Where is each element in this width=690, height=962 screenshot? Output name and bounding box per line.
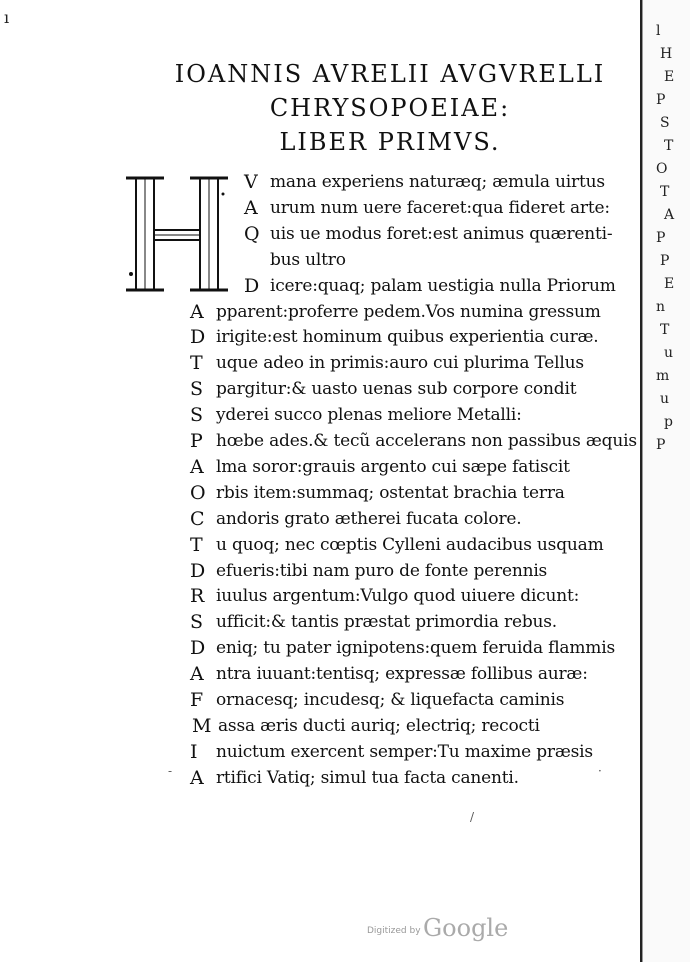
facing-page-letter: u <box>664 345 674 361</box>
verse-initial: A <box>190 455 204 478</box>
facing-page-letter: P <box>660 253 670 269</box>
verse-line <box>0 584 640 608</box>
stray-ink-mark: ı <box>4 8 10 27</box>
facing-page-letter: P <box>656 230 666 246</box>
facing-page-letter: T <box>664 138 674 154</box>
verse-initial: A <box>244 196 258 219</box>
work-title: CHRYSOPOEIAE: <box>269 94 511 122</box>
verse-line <box>0 351 640 375</box>
verse-text: eniq; tu pater ignipotens:quem feruida flammis <box>216 638 615 659</box>
facing-page-letter: O <box>656 161 668 177</box>
verse-text: pparent:proferre pedem.Vos numina gressum <box>216 301 601 322</box>
facing-page-letter: p <box>664 414 673 430</box>
verse-initial: F <box>190 689 204 711</box>
verse-text: urum num uere faceret:qua fideret arte: <box>270 197 610 218</box>
verse-line <box>0 766 640 790</box>
verse-text: ornacesq; incudesq; & liquefacta caminis <box>216 690 565 710</box>
verse-line <box>0 429 640 453</box>
author-heading: IOANNIS AVRELII AVGVRELLI <box>174 60 606 88</box>
verse-line <box>0 559 640 583</box>
verse-text: u quoq; nec cœptis Cylleni audacibus usquam <box>216 534 604 555</box>
book-title: LIBER PRIMVS. <box>279 128 501 156</box>
verse-initial: D <box>244 274 260 297</box>
facing-page-letter: u <box>660 391 670 407</box>
verse-text: andoris grato ætherei fucata colore. <box>216 508 522 529</box>
verse-initial: D <box>190 559 206 582</box>
verse-text: rbis item:summaq; ostentat brachia terra <box>216 482 565 503</box>
verse-line <box>0 274 640 298</box>
verse-line <box>0 481 640 505</box>
verse-initial: R <box>190 585 205 608</box>
verse-line <box>0 455 640 479</box>
facing-page-letter: T <box>660 184 670 200</box>
verse-line <box>0 403 640 427</box>
facing-page-letter: H <box>660 46 673 62</box>
facing-page-letter: A <box>664 207 675 223</box>
verse-initial: O <box>190 481 206 504</box>
verse-line <box>0 533 640 557</box>
verse-line <box>0 300 640 324</box>
facing-page-letter: T <box>660 322 670 338</box>
verse-text: lma soror:grauis argento cui sæpe fatiscit <box>216 456 570 477</box>
verse-line <box>0 507 640 531</box>
verse-line <box>0 714 640 738</box>
verse-text: iuulus argentum:Vulgo quod uiuere dicunt: <box>216 586 580 607</box>
verse-text: ntra iuuant:tentisq; expressæ follibus auræ: <box>216 664 588 685</box>
verse-initial: M <box>192 714 212 737</box>
verse-line <box>0 740 640 764</box>
watermark-brand: Google <box>423 914 509 942</box>
facing-page-letter: S <box>660 115 670 131</box>
verse-line <box>0 610 640 634</box>
verse-line <box>0 196 640 220</box>
stray-ink-mark: - <box>168 764 173 778</box>
facing-page-letter: E <box>664 276 675 292</box>
verse-text: yderei succo plenas meliore Metalli: <box>216 405 522 426</box>
verse-initial: S <box>190 404 204 427</box>
verse-initial: C <box>190 507 205 530</box>
verse-line <box>0 688 640 712</box>
verse-initial: D <box>190 326 206 349</box>
stray-ink-mark: / <box>470 810 475 824</box>
verse-text: ufficit:& tantis præstat primordia rebus. <box>216 612 557 633</box>
stray-ink-mark: · <box>598 764 602 778</box>
verse-line <box>0 248 640 272</box>
verse-initial: A <box>190 663 204 686</box>
verse-text: mana experiens naturæq; æmula uirtus <box>270 172 605 192</box>
verse-initial: T <box>190 533 203 556</box>
verse-text: hœbe ades.& tecũ accelerans non passibus æquis <box>216 431 637 451</box>
verse-text: uis ue modus foret:est animus quærenti- <box>270 223 613 244</box>
verse-text: icere:quaq; palam uestigia nulla Priorum <box>270 275 616 296</box>
verse-text: bus ultro <box>270 249 346 270</box>
verse-line <box>0 636 640 660</box>
watermark-prefix: Digitized by <box>367 926 421 936</box>
verse-initial: I <box>190 740 198 763</box>
verse-text: rtifici Vatiq; simul tua facta canenti. <box>216 767 519 788</box>
verse-initial: P <box>190 430 203 452</box>
digitized-watermark <box>367 916 527 946</box>
verse-initial: V <box>244 171 258 193</box>
facing-page-letter: m <box>656 368 670 384</box>
verse-line <box>0 377 640 401</box>
verse-line <box>0 170 640 194</box>
facing-page-letter: P <box>656 437 666 453</box>
verse-text: uque adeo in primis:auro cui plurima Tellus <box>216 353 584 374</box>
facing-page-letters <box>656 20 686 457</box>
verse-line <box>0 325 640 349</box>
page-gutter-line <box>640 0 642 962</box>
verse-line <box>0 662 640 686</box>
verse-initial: S <box>190 378 204 401</box>
facing-page-letter: n <box>656 299 666 315</box>
verse-text: nuictum exercent semper:Tu maxime præsis <box>216 741 593 762</box>
verse-initial: A <box>190 766 204 789</box>
verse-line <box>0 222 640 246</box>
verse-text: irigite:est hominum quibus experientia curæ. <box>216 327 599 348</box>
verse-initial: Q <box>244 222 260 245</box>
verse-text: efueris:tibi nam puro de fonte perennis <box>216 560 548 581</box>
verse-initial: S <box>190 611 204 634</box>
verse-initial: A <box>190 300 204 323</box>
facing-page-letter: P <box>656 92 666 108</box>
verse-text: assa æris ducti auriq; electriq; recocti <box>218 715 540 736</box>
facing-page-letter: E <box>664 69 675 85</box>
verse-text: pargitur:& uasto uenas sub corpore condit <box>216 379 577 400</box>
facing-page-letter: l <box>656 23 661 39</box>
verse-initial: T <box>190 352 203 375</box>
verse-initial: D <box>190 637 206 660</box>
